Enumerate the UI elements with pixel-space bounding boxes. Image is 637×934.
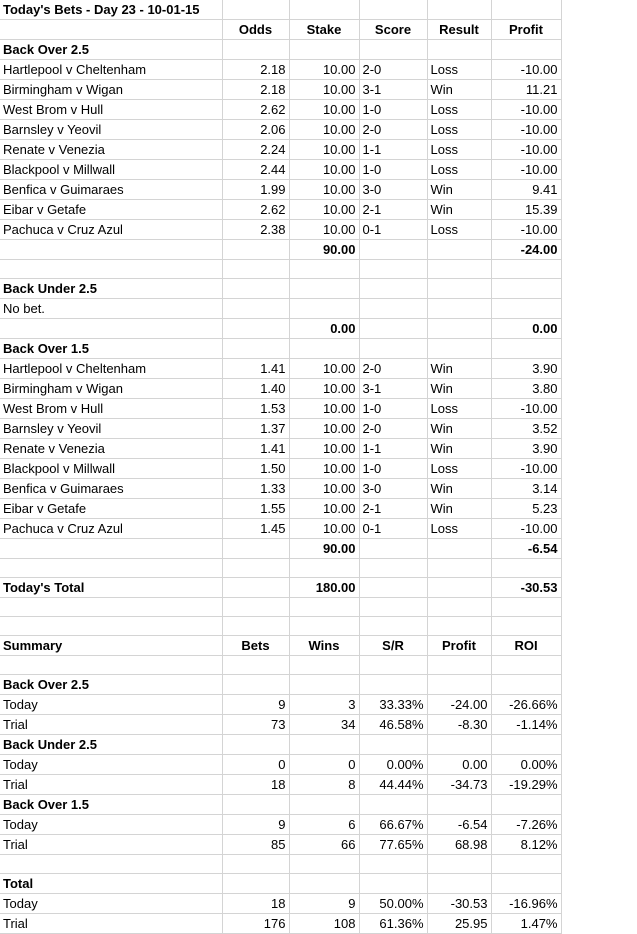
summary-stat-row [0,775,561,795]
summary-profit-cell[interactable]: 68.98 [427,835,491,855]
result-cell[interactable]: Loss [427,459,491,479]
odds-cell[interactable]: 2.18 [222,80,289,100]
stake-cell[interactable]: 10.00 [289,439,359,459]
profit-cell[interactable]: 3.52 [491,419,561,439]
todays-total-stake[interactable]: 180.00 [289,578,359,598]
profit-cell[interactable]: -10.00 [491,100,561,120]
table-row [0,220,561,240]
roi-cell[interactable]: 8.12% [491,835,561,855]
bets-cell[interactable]: 9 [222,695,289,715]
section-label-under25[interactable]: Back Under 2.5 [0,279,222,299]
table-row [0,459,561,479]
under25-note[interactable]: No bet. [0,299,222,319]
odds-cell[interactable]: 1.33 [222,479,289,499]
wins-cell[interactable]: 108 [289,914,359,934]
header-odds[interactable]: Odds [222,20,289,40]
match-cell[interactable]: West Brom v Hull [0,100,222,120]
empty-row [0,855,561,874]
result-cell[interactable]: Win [427,80,491,100]
strike-rate-cell[interactable]: 33.33% [359,695,427,715]
strike-rate-cell[interactable]: 44.44% [359,775,427,795]
wins-cell[interactable]: 6 [289,815,359,835]
summary-stat-row [0,755,561,775]
summary-header-sr[interactable]: S/R [359,636,427,656]
match-cell[interactable]: Hartlepool v Cheltenham [0,60,222,80]
score-cell[interactable]: 2-0 [359,419,427,439]
stake-cell[interactable]: 10.00 [289,459,359,479]
roi-cell[interactable]: -1.14% [491,715,561,735]
wins-cell[interactable]: 9 [289,894,359,914]
odds-cell[interactable]: 2.62 [222,100,289,120]
bets-cell[interactable]: 18 [222,775,289,795]
subtotal-row [0,319,561,339]
table-row [0,180,561,200]
bets-cell[interactable]: 18 [222,894,289,914]
bets-cell[interactable]: 176 [222,914,289,934]
odds-cell[interactable]: 2.62 [222,200,289,220]
result-cell[interactable]: Win [427,439,491,459]
profit-cell[interactable]: 11.21 [491,80,561,100]
profit-cell[interactable]: 15.39 [491,200,561,220]
summary-group-row [0,874,561,894]
stake-cell[interactable]: 10.00 [289,100,359,120]
roi-cell[interactable]: -7.26% [491,815,561,835]
score-cell[interactable]: 3-0 [359,180,427,200]
over25-total-profit[interactable]: -24.00 [491,240,561,260]
empty-row [0,598,561,617]
summary-stat-row [0,835,561,855]
bets-cell[interactable]: 0 [222,755,289,775]
summary-label[interactable]: Summary [0,636,222,656]
table-row [0,200,561,220]
over25-total-stake[interactable]: 90.00 [289,240,359,260]
table-row [0,439,561,459]
summary-header-roi[interactable]: ROI [491,636,561,656]
table-row [0,419,561,439]
profit-cell[interactable]: 3.80 [491,379,561,399]
odds-cell[interactable]: 1.40 [222,379,289,399]
score-cell[interactable]: 0-1 [359,220,427,240]
empty-row [0,260,561,279]
summary-rows [0,675,561,934]
strike-rate-cell[interactable]: 50.00% [359,894,427,914]
score-cell[interactable]: 3-1 [359,379,427,399]
odds-cell[interactable]: 2.18 [222,60,289,80]
score-cell[interactable]: 3-1 [359,80,427,100]
match-cell[interactable]: Blackpool v Millwall [0,160,222,180]
match-cell[interactable]: Blackpool v Millwall [0,459,222,479]
result-cell[interactable]: Loss [427,100,491,120]
odds-cell[interactable]: 1.50 [222,459,289,479]
stake-cell[interactable]: 10.00 [289,140,359,160]
result-cell[interactable]: Win [427,499,491,519]
result-cell[interactable]: Loss [427,160,491,180]
period-label[interactable]: Today [0,695,222,715]
match-cell[interactable]: Benfica v Guimaraes [0,180,222,200]
match-cell[interactable]: Hartlepool v Cheltenham [0,359,222,379]
stake-cell[interactable]: 10.00 [289,200,359,220]
table-row [0,399,561,419]
period-label[interactable]: Trial [0,775,222,795]
result-cell[interactable]: Loss [427,220,491,240]
table-row [0,100,561,120]
summary-profit-cell[interactable]: 25.95 [427,914,491,934]
subtotal-row [0,240,561,260]
score-cell[interactable]: 2-0 [359,120,427,140]
table-row [0,499,561,519]
profit-cell[interactable]: -10.00 [491,140,561,160]
over15-rows [0,359,561,539]
match-cell[interactable]: Birmingham v Wigan [0,379,222,399]
period-label[interactable]: Today [0,894,222,914]
odds-cell[interactable]: 2.44 [222,160,289,180]
stake-cell[interactable]: 10.00 [289,419,359,439]
summary-header-row [0,636,561,656]
stake-cell[interactable]: 10.00 [289,379,359,399]
match-cell[interactable]: Barnsley v Yeovil [0,419,222,439]
summary-header-profit[interactable]: Profit [427,636,491,656]
empty-row [0,559,561,578]
match-cell[interactable]: Birmingham v Wigan [0,80,222,100]
roi-cell[interactable]: -16.96% [491,894,561,914]
summary-stat-row [0,815,561,835]
wins-cell[interactable]: 3 [289,695,359,715]
result-cell[interactable]: Loss [427,120,491,140]
summary-group-row [0,795,561,815]
table-row [0,80,561,100]
summary-profit-cell[interactable]: -8.30 [427,715,491,735]
score-cell[interactable]: 2-0 [359,60,427,80]
strike-rate-cell[interactable]: 77.65% [359,835,427,855]
score-cell[interactable]: 1-0 [359,459,427,479]
period-label[interactable]: Today [0,755,222,775]
over15-total-stake[interactable]: 90.00 [289,539,359,559]
odds-cell[interactable]: 2.06 [222,120,289,140]
stake-cell[interactable]: 10.00 [289,519,359,539]
roi-cell[interactable]: -26.66% [491,695,561,715]
bets-cell[interactable]: 73 [222,715,289,735]
match-cell[interactable]: Pachuca v Cruz Azul [0,220,222,240]
summary-group-row [0,675,561,695]
summary-header-wins[interactable]: Wins [289,636,359,656]
subtotal-row [0,539,561,559]
section-row [0,279,561,299]
table-row [0,519,561,539]
result-cell[interactable]: Win [427,479,491,499]
summary-group-label[interactable]: Back Over 2.5 [0,675,222,695]
score-cell[interactable]: 1-1 [359,439,427,459]
section-label-over15[interactable]: Back Over 1.5 [0,339,222,359]
profit-cell[interactable]: -10.00 [491,399,561,419]
result-cell[interactable]: Loss [427,519,491,539]
over15-total-profit[interactable]: -6.54 [491,539,561,559]
result-cell[interactable]: Loss [427,140,491,160]
odds-cell[interactable]: 2.24 [222,140,289,160]
profit-cell[interactable]: 3.14 [491,479,561,499]
score-cell[interactable]: 2-1 [359,499,427,519]
summary-stat-row [0,695,561,715]
summary-stat-row [0,914,561,934]
table-row [0,140,561,160]
stake-cell[interactable]: 10.00 [289,479,359,499]
result-cell[interactable]: Loss [427,399,491,419]
match-cell[interactable]: Barnsley v Yeovil [0,120,222,140]
table-row [0,120,561,140]
sheet-title[interactable]: Today's Bets - Day 23 - 10-01-15 [0,0,222,20]
score-cell[interactable]: 2-1 [359,200,427,220]
bets-cell[interactable]: 85 [222,835,289,855]
profit-cell[interactable]: 5.23 [491,499,561,519]
profit-cell[interactable]: 9.41 [491,180,561,200]
score-cell[interactable]: 1-0 [359,100,427,120]
todays-total-profit[interactable]: -30.53 [491,578,561,598]
wins-cell[interactable]: 8 [289,775,359,795]
profit-cell[interactable]: -10.00 [491,60,561,80]
stake-cell[interactable]: 10.00 [289,80,359,100]
score-cell[interactable]: 0-1 [359,519,427,539]
odds-cell[interactable]: 2.38 [222,220,289,240]
todays-total-row [0,578,561,598]
strike-rate-cell[interactable]: 0.00% [359,755,427,775]
match-cell[interactable]: Pachuca v Cruz Azul [0,519,222,539]
score-cell[interactable]: 1-1 [359,140,427,160]
table-row [0,160,561,180]
odds-cell[interactable]: 1.41 [222,439,289,459]
summary-group-label[interactable]: Back Under 2.5 [0,735,222,755]
note-row [0,299,561,319]
summary-profit-cell[interactable]: -6.54 [427,815,491,835]
profit-cell[interactable]: -10.00 [491,120,561,140]
profit-cell[interactable]: -10.00 [491,519,561,539]
table-row [0,359,561,379]
table-row [0,60,561,80]
strike-rate-cell[interactable]: 46.58% [359,715,427,735]
period-label[interactable]: Today [0,815,222,835]
odds-cell[interactable]: 1.45 [222,519,289,539]
match-cell[interactable]: Renate v Venezia [0,140,222,160]
profit-cell[interactable]: -10.00 [491,459,561,479]
wins-cell[interactable]: 66 [289,835,359,855]
strike-rate-cell[interactable]: 61.36% [359,914,427,934]
result-cell[interactable]: Win [427,419,491,439]
odds-cell[interactable]: 1.99 [222,180,289,200]
summary-profit-cell[interactable]: 0.00 [427,755,491,775]
profit-cell[interactable]: 3.90 [491,439,561,459]
summary-profit-cell[interactable]: -24.00 [427,695,491,715]
summary-stat-row [0,715,561,735]
section-row [0,339,561,359]
match-cell[interactable]: Eibar v Getafe [0,499,222,519]
profit-cell[interactable]: -10.00 [491,160,561,180]
roi-cell[interactable]: 0.00% [491,755,561,775]
stake-cell[interactable]: 10.00 [289,220,359,240]
stake-cell[interactable]: 10.00 [289,160,359,180]
odds-cell[interactable]: 1.55 [222,499,289,519]
match-cell[interactable]: Eibar v Getafe [0,200,222,220]
result-cell[interactable]: Win [427,200,491,220]
match-cell[interactable]: West Brom v Hull [0,399,222,419]
header-row [0,20,561,40]
score-cell[interactable]: 3-0 [359,479,427,499]
result-cell[interactable]: Loss [427,60,491,80]
table-row [0,379,561,399]
header-score[interactable]: Score [359,20,427,40]
section-row [0,40,561,60]
bets-cell[interactable]: 9 [222,815,289,835]
match-cell[interactable]: Benfica v Guimaraes [0,479,222,499]
profit-cell[interactable]: -10.00 [491,220,561,240]
period-label[interactable]: Trial [0,835,222,855]
section-label-over25[interactable]: Back Over 2.5 [0,40,222,60]
title-row [0,0,561,20]
summary-group-row [0,735,561,755]
stake-cell[interactable]: 10.00 [289,359,359,379]
score-cell[interactable]: 2-0 [359,359,427,379]
roi-cell[interactable]: 1.47% [491,914,561,934]
stake-cell[interactable]: 10.00 [289,120,359,140]
period-label[interactable]: Trial [0,914,222,934]
stake-cell[interactable]: 10.00 [289,180,359,200]
score-cell[interactable]: 1-0 [359,160,427,180]
result-cell[interactable]: Win [427,359,491,379]
header-stake[interactable]: Stake [289,20,359,40]
summary-group-label[interactable]: Back Over 1.5 [0,795,222,815]
odds-cell[interactable]: 1.53 [222,399,289,419]
result-cell[interactable]: Win [427,379,491,399]
wins-cell[interactable]: 0 [289,755,359,775]
profit-cell[interactable]: 3.90 [491,359,561,379]
over25-rows [0,60,561,240]
summary-profit-cell[interactable]: -30.53 [427,894,491,914]
table-row [0,479,561,499]
wins-cell[interactable]: 34 [289,715,359,735]
stake-cell[interactable]: 10.00 [289,499,359,519]
strike-rate-cell[interactable]: 66.67% [359,815,427,835]
header-profit[interactable]: Profit [491,20,561,40]
empty-row [0,656,561,675]
todays-total-label[interactable]: Today's Total [0,578,222,598]
result-cell[interactable]: Win [427,180,491,200]
header-result[interactable]: Result [427,20,491,40]
summary-stat-row [0,894,561,914]
period-label[interactable]: Trial [0,715,222,735]
summary-header-bets[interactable]: Bets [222,636,289,656]
stake-cell[interactable]: 10.00 [289,399,359,419]
odds-cell[interactable]: 1.41 [222,359,289,379]
stake-cell[interactable]: 10.00 [289,60,359,80]
score-cell[interactable]: 1-0 [359,399,427,419]
summary-profit-cell[interactable]: -34.73 [427,775,491,795]
roi-cell[interactable]: -19.29% [491,775,561,795]
empty-row [0,617,561,636]
summary-total-label[interactable]: Total [0,874,222,894]
odds-cell[interactable]: 1.37 [222,419,289,439]
match-cell[interactable]: Renate v Venezia [0,439,222,459]
under25-total-stake[interactable]: 0.00 [289,319,359,339]
under25-total-profit[interactable]: 0.00 [491,319,561,339]
